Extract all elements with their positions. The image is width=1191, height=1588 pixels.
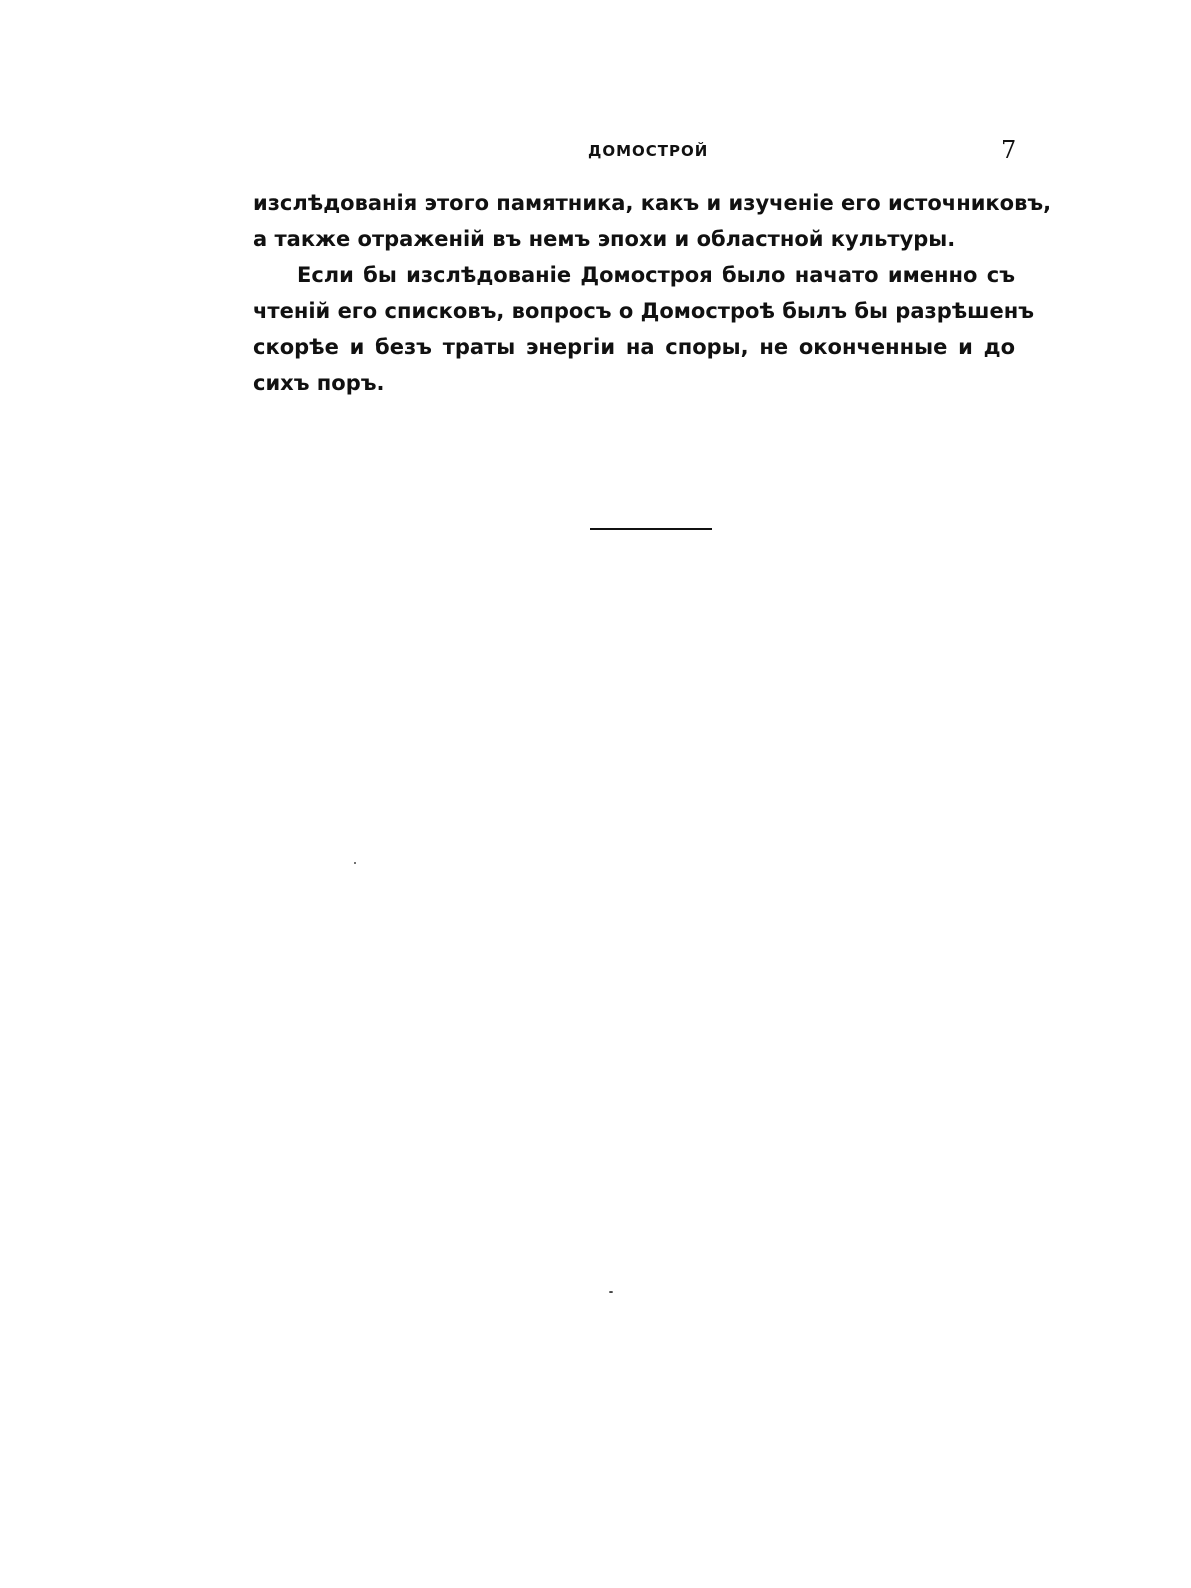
page-number: 7 [1001, 136, 1017, 164]
paragraph-2 [253, 257, 1035, 401]
text-line: а также отраженій въ немъ эпохи и областной культуры. [253, 227, 956, 251]
text-line: изслѣдованія этого памятника, какъ и изученіе его источниковъ, [253, 191, 1052, 215]
text-line: чтеній его списковъ, вопросъ о Домостроѣ былъ бы разрѣшенъ [253, 299, 1035, 323]
scan-speck [354, 862, 356, 864]
scan-speck [609, 1291, 613, 1293]
running-title: ДОМОСТРОЙ [588, 142, 709, 160]
body-text [253, 185, 1052, 401]
text-line: Если бы изслѣдованіе Домостроя было начато именно съ [297, 263, 1015, 287]
paragraph-1 [253, 185, 1052, 257]
running-head [0, 138, 1191, 168]
text-line: скорѣе и безъ траты энергіи на споры, не оконченные и до [253, 335, 1015, 359]
section-end-rule [590, 528, 712, 530]
text-line: сихъ поръ. [253, 371, 385, 395]
